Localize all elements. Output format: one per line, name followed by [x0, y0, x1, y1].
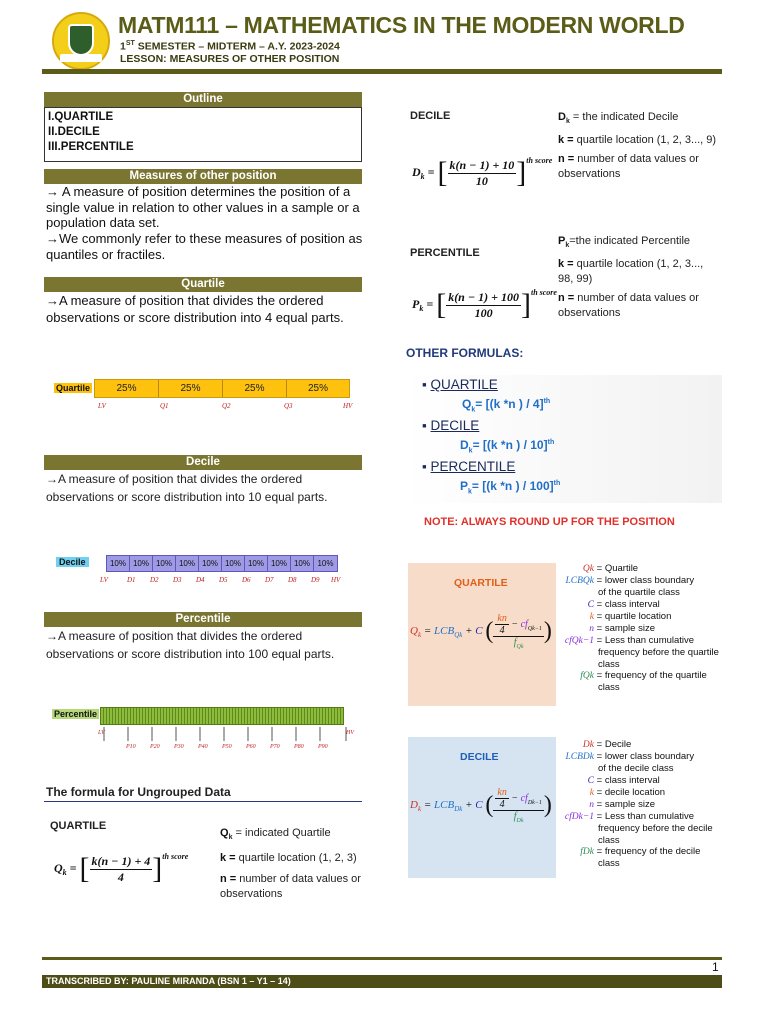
- header-divider: [42, 69, 722, 74]
- quartile-segment: 25%: [223, 380, 287, 397]
- decile-tick: D4: [196, 576, 205, 584]
- ungrouped-heading: The formula for Ungrouped Data: [46, 785, 231, 799]
- decile-tick: D6: [242, 576, 251, 584]
- percentile-definition: →A measure of position that divides the ordered observations or score distribution into 100 equal parts.: [46, 629, 335, 661]
- measures-paragraph-2: →We commonly refer to these measures of position as quantiles or fractiles.: [46, 231, 363, 262]
- grouped-quartile-legend: Qk = Quartile LCBQk = lower class boundary of the quartile class C = class interval k = quartile location n = sample size cfQk−1 = Less than cumulative frequency before the quartile class fQk = frequency of the quartile class: [564, 563, 719, 694]
- outline-item: I.QUARTILE: [48, 111, 114, 123]
- decile-tick: D8: [288, 576, 297, 584]
- quartile-bar-label: Quartile: [56, 383, 91, 393]
- decile-segment: 10%: [153, 556, 176, 571]
- quartile-tick: HV: [343, 402, 353, 410]
- percentile-tick: P70: [270, 744, 280, 750]
- quartile-segment: 25%: [307, 383, 328, 394]
- ungrouped-quartile-formula: $Q_k$ = [ $\frac{k(n - 1) + 4}{4}$ ]$^{th score}$: [54, 852, 189, 885]
- percentile-tick: P60: [246, 744, 256, 750]
- percentile-tick: P20: [150, 744, 160, 750]
- outline-item: III.PERCENTILE: [48, 141, 134, 153]
- decile-segment: 10%: [268, 556, 291, 571]
- school-logo: [52, 12, 110, 70]
- ungrouped-percentile-formula: $P_k$ = [ $\frac{k(n - 1) + 100}{100}$ ]$^{th score}$: [412, 288, 557, 321]
- percentile-bar: [100, 707, 344, 725]
- decile-segment: 10%: [176, 556, 199, 571]
- page-number: 1: [712, 960, 719, 974]
- grouped-decile-panel: [408, 737, 556, 878]
- ungrouped-quartile-title: QUARTILE: [50, 820, 107, 832]
- decile-segment: 10%: [222, 556, 245, 571]
- decile-tick: D9: [311, 576, 320, 584]
- decile-tick: HV: [331, 576, 341, 584]
- percentile-tick: P40: [198, 744, 208, 750]
- decile-segment: 10%: [199, 556, 222, 571]
- ungrouped-percentile-legend: $P_k=the$ indicated Percentile k = quartile location (1, 2, 3..., 98, 99) n = number of data values or observations: [558, 235, 704, 320]
- quartile-tick: Q3: [284, 402, 293, 410]
- decile-segment: 10%: [107, 556, 130, 571]
- ribbon-icon: [60, 54, 102, 62]
- quartile-title: Quartile: [44, 277, 362, 292]
- quartile-definition: →A measure of position that divides the ordered observations or score distribution into 4 equal parts.: [46, 293, 344, 325]
- page-title: MATM111 – MATHEMATICS IN THE MODERN WORLD: [118, 12, 685, 38]
- ungrouped-decile-legend: $D_k$ = the indicated Decile k = quartile location (1, 2, 3..., 9) n = number of data values or observations: [558, 111, 717, 181]
- grouped-quartile-title: QUARTILE: [454, 577, 508, 589]
- other-percentile-formula: $P_k= [(k$ *n ) / 100]$^{th}$: [460, 479, 561, 496]
- semester-line: 1ST SEMESTER – MIDTERM – A.Y. 2023-2024: [120, 40, 340, 53]
- ungrouped-quartile-legend: $Q_k$ = indicated Quartile k = quartile location (1, 2, 3) n = number of data values or observations: [220, 827, 361, 901]
- decile-bar-label: Decile: [56, 557, 89, 567]
- measures-paragraph-1: → A measure of position determines the position of a single value in relation to other values in a sample or a population data set.: [46, 184, 360, 230]
- footer-divider: [42, 957, 722, 960]
- grouped-quartile-formula: $Q_k = LCB_{Qk} + C$ ( $\frac{kn}{4}$ − $cf_{Qk-1}$ $f_{Qk}$ ): [410, 613, 552, 650]
- outline-item: II.DECILE: [48, 126, 100, 138]
- other-quartile-formula: $Q_k= [(k$ *n ) / 4]$^{th}$: [462, 397, 551, 414]
- shield-icon: [68, 24, 94, 56]
- other-decile-formula: $D_k= [(k$ *n ) / 10]$^{th}$: [460, 438, 555, 455]
- outline-title: Outline: [44, 92, 362, 107]
- quartile-tick: Q2: [222, 402, 231, 410]
- other-formulas-panel: [404, 375, 722, 503]
- other-percentile-label: ▪ PERCENTILE: [422, 459, 516, 474]
- percentile-tick: P50: [222, 744, 232, 750]
- quartile-segment: 25%: [95, 380, 159, 397]
- measures-title: Measures of other position: [44, 169, 362, 184]
- percentile-tick: P30: [174, 744, 184, 750]
- ungrouped-divider: [44, 801, 362, 802]
- percentile-arrows: [100, 727, 350, 747]
- decile-tick: D1: [127, 576, 136, 584]
- grouped-quartile-panel: [408, 563, 556, 706]
- percentile-tick: P10: [126, 744, 136, 750]
- quartile-tick: Q1: [160, 402, 169, 410]
- decile-title: Decile: [44, 455, 362, 470]
- other-quartile-label: ▪ QUARTILE: [422, 377, 498, 392]
- quartile-segment: 25%: [159, 380, 223, 397]
- other-decile-label: ▪ DECILE: [422, 418, 480, 433]
- decile-definition: →A measure of position that divides the ordered observations or score distribution into 10 equal parts.: [46, 472, 328, 504]
- grouped-decile-legend: Dk = Decile LCBDk = lower class boundary of the decile class C = class interval k = decile location n = sample size cfDk−1 = Less than cumulative frequency before the decile class fDk = frequency of the decile class: [564, 739, 713, 870]
- percentile-tick: P80: [294, 744, 304, 750]
- ungrouped-decile-title: DECILE: [410, 110, 451, 122]
- decile-segment: 10%: [317, 559, 334, 568]
- decile-segment: 10%: [291, 556, 314, 571]
- decile-segment: 10%: [130, 556, 153, 571]
- percentile-end-tick: LV: [98, 730, 105, 736]
- decile-tick: D2: [150, 576, 159, 584]
- percentile-title: Percentile: [44, 612, 362, 627]
- outline-list: [44, 107, 362, 162]
- ungrouped-decile-formula: $D_k$ = [ $\frac{k(n - 1) + 10}{10}$ ]$^{th score}$: [412, 156, 553, 189]
- percentile-end-tick: HV: [346, 730, 354, 736]
- decile-tick: LV: [100, 576, 108, 584]
- quartile-tick: LV: [98, 402, 106, 410]
- round-up-note: NOTE: ALWAYS ROUND UP FOR THE POSITION: [424, 516, 675, 528]
- percentile-bar-label: Percentile: [54, 709, 98, 719]
- footer-credit: TRANSCRIBED BY: PAULINE MIRANDA (BSN 1 – Y1 – 14): [42, 975, 722, 988]
- decile-segment: 10%: [245, 556, 268, 571]
- lesson-line: LESSON: MEASURES OF OTHER POSITION: [120, 53, 340, 65]
- grouped-decile-formula: $D_k = LCB_{Dk} + C$ ( $\frac{kn}{4}$ − $cf_{Dk-1}$ $f_{Dk}$ ): [410, 787, 552, 824]
- percentile-tick: P90: [318, 744, 328, 750]
- quartile-bar: [94, 379, 350, 398]
- grouped-decile-title: DECILE: [460, 751, 499, 763]
- decile-tick: D7: [265, 576, 274, 584]
- ungrouped-percentile-title: PERCENTILE: [410, 247, 480, 259]
- other-formulas-heading: OTHER FORMULAS:: [406, 346, 524, 360]
- decile-bar: [106, 555, 338, 572]
- decile-tick: D3: [173, 576, 182, 584]
- decile-tick: D5: [219, 576, 228, 584]
